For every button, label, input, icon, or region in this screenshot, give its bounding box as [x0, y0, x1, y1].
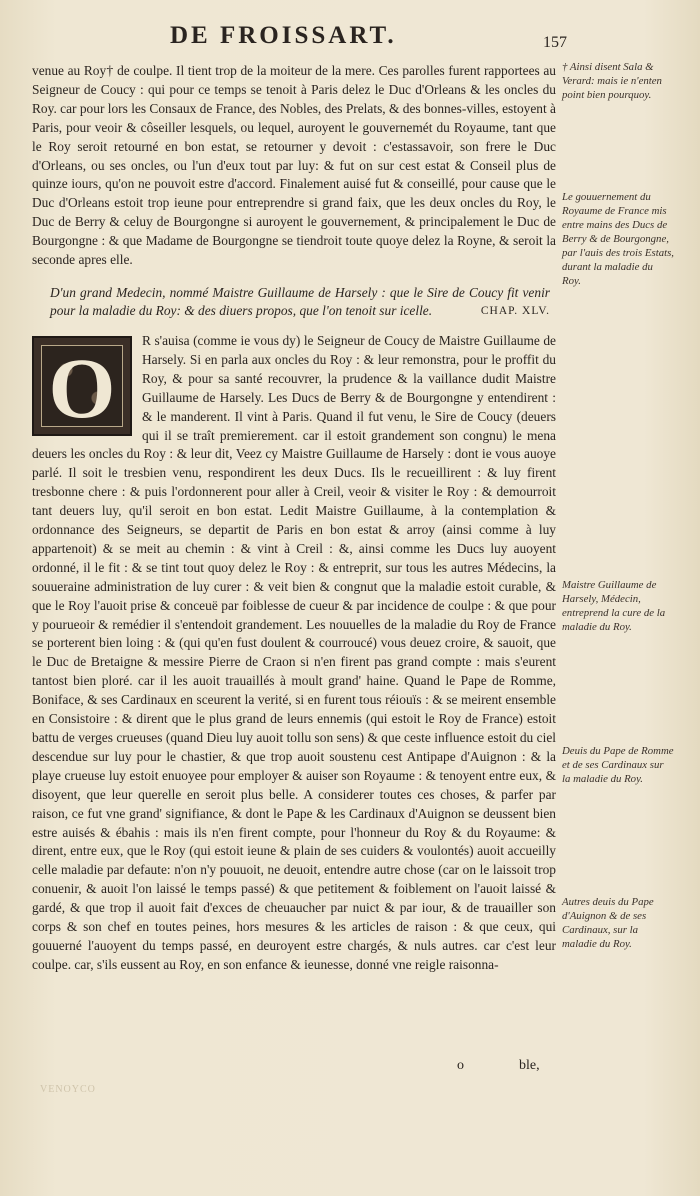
chapter-caption: D'un grand Medecin, nommé Maistre Guillaume de Harsely : que le Sire de Coucy fit venir pour la maladie du Roy: & des diuers propos, que l'on tenoit sur icelle. — [50, 284, 550, 318]
main-text-column — [32, 62, 556, 975]
signature-mark: o — [457, 1058, 464, 1073]
chapter-body — [32, 332, 556, 975]
catchword: ble, — [519, 1058, 540, 1073]
margin-note-3: Maistre Guillaume de Harsely, Médecin, entreprend la cure de la maladie du Roy. — [562, 579, 666, 633]
drop-cap-letter: O — [48, 339, 116, 436]
faded-bleed-through-text: VENOYCO — [40, 1084, 96, 1095]
ornamental-drop-cap — [32, 336, 132, 436]
margin-note-1: † Ainsi disent Sala & Verard: mais ie n'enten point bien pourquoy. — [562, 61, 662, 101]
margin-note-4: Deuis du Pape de Romme et de ses Cardinaux sur la maladie du Roy. — [562, 745, 674, 785]
running-head-title: DE FROISSART. — [170, 22, 397, 49]
page-number: 157 — [543, 34, 567, 51]
chapter-body-text: R s'auisa (comme ie vous dy) le Seigneur de Coucy de Maistre Guillaume de Harsely. Si en parla aux oncles du Roy : & leur remonstra, pour le proffit du Roy, & pour sa santé recouvrer, la prudence & la vaillance dudit Maistre Guillaume de Harsely. Les Ducs de Berry & de Bourgongne y entendirent : & le manderent. Il vint à Paris. Quand il fut venu, le Sire de Coucy (deuers qui il se traît premierement. car il estoit grandement son congnu) le mena deuers les oncles du Roy : & leur dit, Veez cy Maistre Guillaume de Harsely : dont ie vous auoye parlé. Il soit le tresbien venu, respondirent les deux Ducs. Ils le recueillirent : & luy firent tresbonne chere : & puis l'ordonnerent pour aller à Creil, veoir & visiter le Roy : & demourroit tant deuers luy, qu'il seroit en bon estat. Ledit Maistre Guillaume, à la contemplation & ordonnance des Seigneurs, se departit de Paris en bon estat & arroy (ainsi comme à luy appartenoit) & se meit au chemin : & vint à Creil : &, ainsi comme les Ducs luy auoyent ordonné, il le fit : & se tint tout quoy delez le Roy : & entreprit, sur tous les autres Médecins, la souueraine administration de luy curer : & veit bien & congnut que la maladie estoit curable, & que le Roy l'auoit prise & conceuë par foiblesse de cueur & par incidence de coulpe : & que pour y pourueoir & remédier il s'entendoit grandement. Les nouuelles de la maladie du Roy de France se porterent bien loing : & (qui qu'en fust doulent & courroucé) vous deuez croire, & sauoit, que le Duc de Bretaigne & messire Pierre de Craon si n'en firent pas grand compte : mais s'eurent tantost bien ploré. car il les auoit trauaillés à moult grand' haine. Quand le Pape de Romme, Boniface, & ses Cardinaux en sceurent la verité, si en furent tous réiouïs : & se meirent ensemble en Consistoire : & dirent que le plus grand de leurs ennemis (qui estoit le Roy de France) estoit battu de verges crueuses (quand Dieu luy auoit tollu son sens) & que ceste influence estoit du ciel descendue sur luy pour le chastier, & que trop auoit soustenu cest Antipape d'Auignon : & la playe crueuse luy estoit enuoyee pour employer & auiser son Royaume : & tenoyent entre eux, & disoyent, que leur querelle en seroit plus belle. A considerer toutes ces choses, & parfer par raison, ce fut vne grand' signifiance, & dont le Pape & les Cardinaux d'Auignon se deussent bien estre auisés & ébahis : mais ils n'en firent compte, pour l'honneur du Roy & du Royaume: & dirent, entre eux, que le Roy (qui estoit ieune & plain de ses cuiders & voulontés) auoit accueilly celle maladie par defaute: n'on n'y pouuoit, ne deuoit, entendre autre chose (car on le laissoit trop conuenir, & auoit l'on laissé le temps passé) & que petitement & foiblement on l'auoit laissé & gardé, & que trop il auoit fait d'exces de cheuaucher par nuict & par iour, & de trauailler son corps & son chef en toutes peines, hors mesures & les articles de raison : & que ceux, qui gouuerné l'auoyent du temps passé, en deuroyent estre chargés, & nuls autres. car c'est leur coulpe. car, s'ils eussent au Roy, en son enfance & ieunesse, donné vne reigle raisonna- — [32, 332, 556, 972]
opening-paragraph: venue au Roy† de coulpe. Il tient trop de la moiteur de la mere. Ces parolles furent rapportees au Seigneur de Coucy : qui pour ce temps se tenoit à Paris delez le Duc d'Orleans & les oncles du Roy. car pour lors les Consaux de France, des Nobles, des Prelats, & des bonnes-villes, estoyent à Paris, pour veoir & côseiller lesquels, ou lequel, auroyent le gouvernemét du Royaume, tant que le Roy seroit retourné en bon estat, se retourner y devoit : c'estassavoir, son frere le Duc d'Orleans, ou ses oncles, ou l'un d'eux tout par luy: & fut on sur cest estat & Conseil plus de quinze iours, qu'on ne pouvoit estre d'accord. Finalement auisé fut & conseillé, pour cause que le Duc d'Orleans estoit trop ieune pour entreprendre si grand faix, que les deux oncles du Roy, le Duc de Berry & celuy de Bourgongne si auroyent le gouvernement, & principalement le Duc de Bourgongne : & que Madame de Bourgongne se tiendroit toute quoye delez la Royne, & seroit la seconde apres elle. — [32, 63, 556, 268]
chapter-caption-block — [50, 284, 550, 320]
chapter-label: CHAP. XLV. — [480, 304, 550, 317]
margin-note-2: Le gouuernement du Royaume de France mis entre mains des Ducs de Berry & de Bourgongne, par l'auis des trois Estats, durant la maladie du Roy. — [562, 191, 674, 287]
margin-note-5: Autres deuis du Pape d'Auignon & de ses Cardinaux, sur la maladie du Roy. — [562, 896, 654, 950]
